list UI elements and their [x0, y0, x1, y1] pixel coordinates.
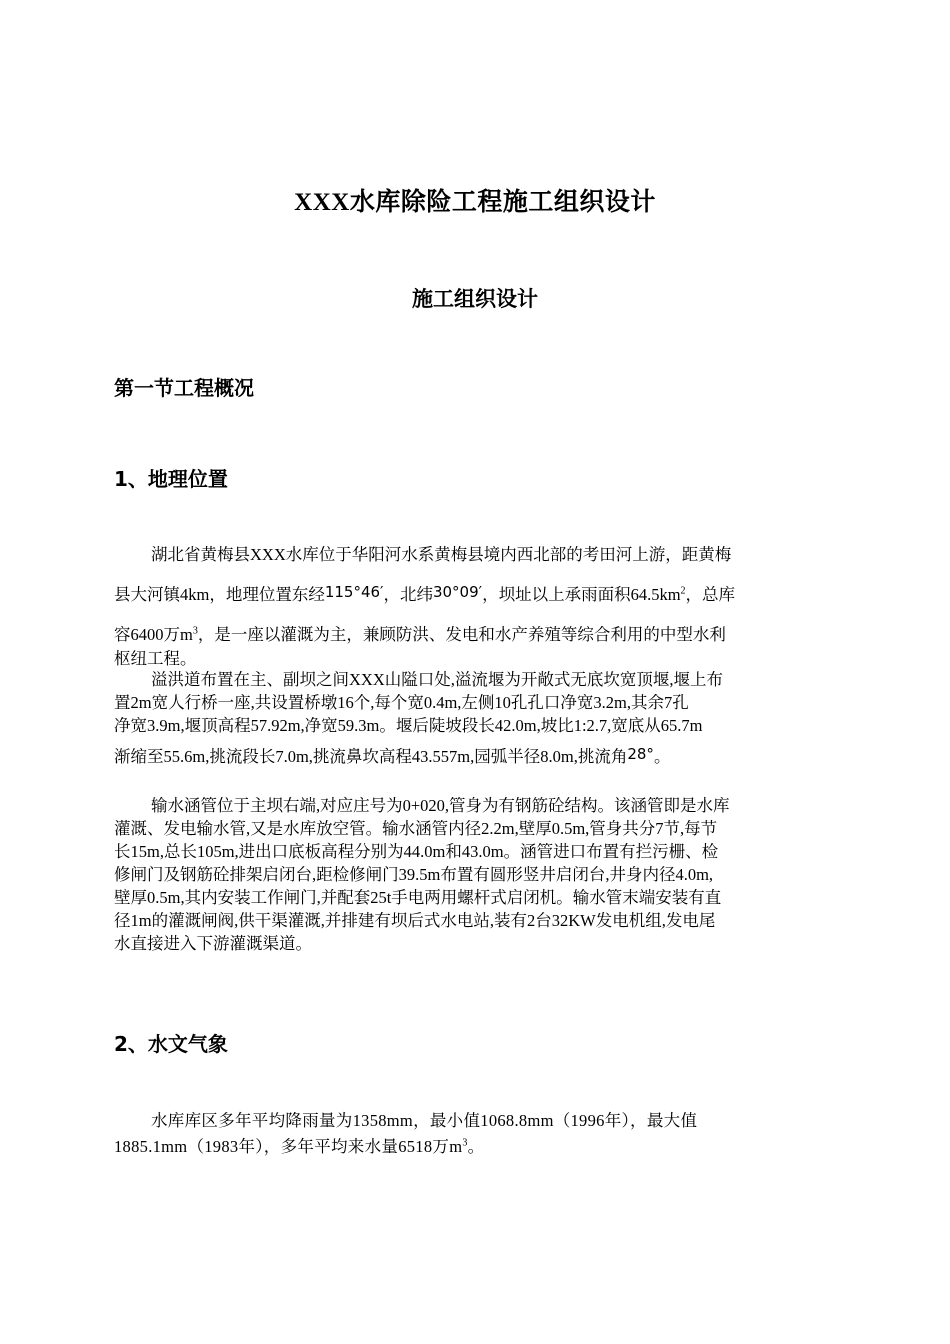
text-run: 1885.1mm（1983年），多年平均来水量6518万m — [114, 1137, 463, 1156]
text-run: 。 — [653, 747, 671, 766]
text-run: ，总库 — [685, 585, 736, 604]
text-run: ，坝址以上承雨面积64.5km — [482, 585, 681, 604]
paragraph-conduit — [114, 794, 836, 955]
paragraph-line — [114, 1134, 836, 1160]
paragraph-line: 修闸门及钢筋砼排架启闭台,距检修闸门39.5m布置有圆形竖井启闭台,井身内径4.0m, — [114, 865, 714, 884]
paragraph-line — [114, 621, 836, 648]
paragraph-line: 湖北省黄梅县XXX水库位于华阳河水系黄梅县境内西北部的考田河上游，距黄梅 — [151, 545, 732, 564]
paragraph-line — [114, 581, 836, 621]
flip-angle: 28° — [627, 745, 654, 763]
subsection-heading-location: 1、地理位置 — [114, 467, 228, 491]
document-title: XXX水库除险工程施工组织设计 — [294, 189, 656, 216]
text-run: 容6400万m — [114, 625, 193, 644]
superscript: 2 — [680, 585, 686, 597]
paragraph-line: 净宽3.9m,堰顶高程57.92m,净宽59.3m。堰后陡坡段长42.0m,坡比1:2.7,宽底从65.7m — [114, 716, 703, 735]
superscript: 3 — [192, 625, 198, 637]
paragraph-line: 枢纽工程。 — [114, 649, 197, 668]
text-run: 县大河镇4km，地理位置东经 — [114, 585, 325, 604]
paragraph-line: 输水涵管位于主坝右端,对应庄号为0+020,管身为有钢筋砼结构。该涵管即是水库 — [151, 796, 730, 815]
text-run: 渐缩至55.6m,挑流段长7.0m,挑流鼻坎高程43.557m,园弧半径8.0m,挑流角 — [114, 747, 628, 766]
coordinate-latitude: 30°09′ — [432, 583, 483, 601]
document-subtitle: 施工组织设计 — [412, 287, 538, 311]
text-run: ，是一座以灌溉为主，兼顾防洪、发电和水产养殖等综合利用的中型水利 — [197, 625, 726, 644]
paragraph-line: 置2m宽人行桥一座,共设置桥墩16个,每个宽0.4m,左侧10孔孔口净宽3.2m,其余7孔 — [114, 693, 689, 712]
paragraph-line: 壁厚0.5m,其内安装工作闸门,并配套25t手电两用螺杆式启闭机。输水管末端安装有直 — [114, 888, 722, 907]
paragraph-line: 灌溉、发电输水管,又是水库放空管。输水涵管内径2.2m,壁厚0.5m,管身共分7节,每节 — [114, 819, 718, 838]
text-run: 。 — [467, 1137, 485, 1156]
paragraph-line: 径1m的灌溉闸阀,供干渠灌溉,并排建有坝后式水电站,装有2台32KW发电机组,发电尾 — [114, 911, 716, 930]
paragraph-line — [114, 737, 836, 777]
paragraph-hydrology — [114, 1108, 836, 1160]
paragraph-line: 溢洪道布置在主、副坝之间XXX山隘口处,溢流堰为开敞式无底坎宽顶堰,堰上布 — [151, 670, 723, 689]
superscript: 3 — [462, 1137, 468, 1149]
text-run: ，北纬 — [383, 585, 433, 604]
paragraph-location — [114, 541, 836, 671]
coordinate-longitude: 115°46′ — [324, 583, 384, 601]
paragraph-line: 长15m,总长105m,进出口底板高程分别为44.0m和43.0m。涵管进口布置有拦污栅、检 — [114, 842, 719, 861]
paragraph-line: 水直接进入下游灌溉渠道。 — [114, 934, 312, 953]
subsection-heading-hydrology: 2、水文气象 — [114, 1032, 228, 1056]
paragraph-line: 水库库区多年平均降雨量为1358mm，最小值1068.8mm（1996年），最大值 — [151, 1111, 698, 1130]
paragraph-spillway — [114, 668, 836, 777]
section-heading-overview: 第一节工程概况 — [114, 376, 254, 400]
